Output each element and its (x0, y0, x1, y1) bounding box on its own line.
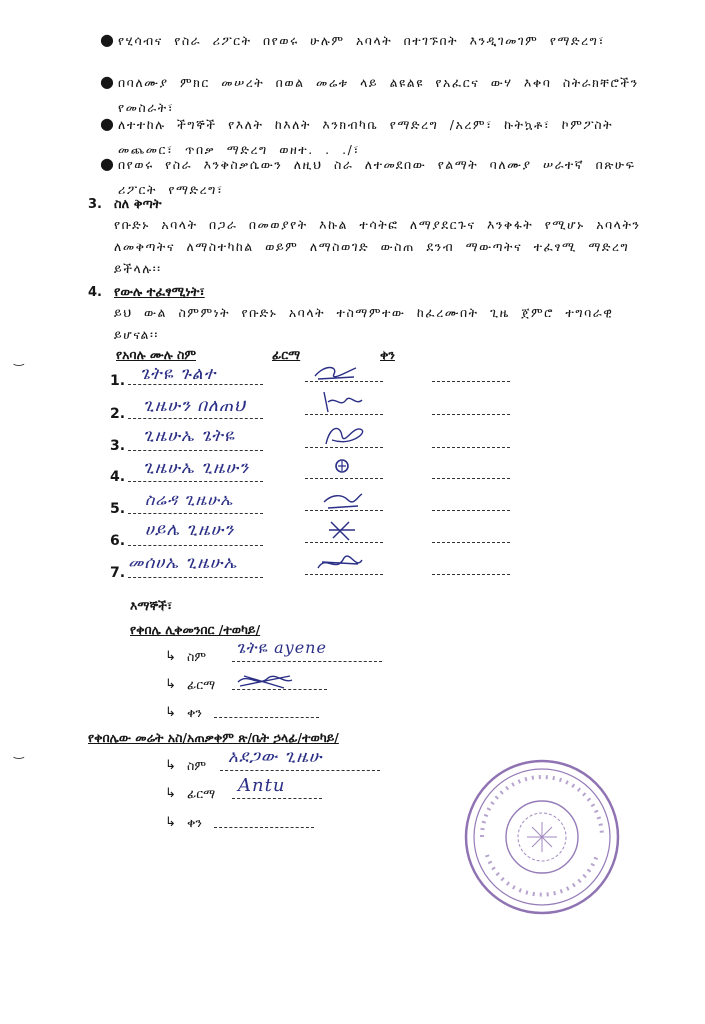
name-line (128, 513, 263, 514)
date-line (432, 542, 510, 543)
signature-scribble (314, 548, 364, 576)
row-number: 6. (110, 533, 126, 549)
column-header-name: የአባሉ ሙሉ ስም (116, 347, 196, 362)
row-number: 4. (110, 469, 126, 485)
name-line (220, 770, 380, 771)
name-line (232, 661, 382, 662)
signature-label: ፊርማ (187, 677, 216, 692)
down-arrow-icon: ↳ (165, 705, 176, 720)
handwritten-name: ጌትዬ ayene (236, 638, 327, 657)
handwritten-name: ሀይሌ ጊዜሁን (145, 520, 235, 540)
handwritten-name: መሰሀኤ ጊዜሁኤ (128, 553, 238, 573)
row-number: 1. (110, 373, 126, 389)
section-3-text: የቡድኑ አባላት በጋራ በመወያየት እኩል ተሳትፎ ለማያደርጉና እንቅፋት የሚሆኑ አባላትን ለመቅጣትና ለማስተካከል ወይም ለማስወገድ ውስጠ ደንብ ማውጣትና ተፈፃሚ ማድረግ ይችላሉ፡፡ (114, 217, 641, 276)
handwritten-name: አደጋው ጊዜሁ (228, 747, 323, 767)
name-line (128, 384, 263, 385)
name-line (128, 481, 263, 482)
signature-line (232, 798, 322, 799)
signature-scribble (330, 455, 354, 477)
date-line (432, 381, 510, 382)
handwritten-name: ጊዜሁን በለጠህ (143, 396, 246, 416)
section-4-text: ይህ ውል ስምምነት የቡድኑ አባላት ተስማምተው ከፈረሙበት ጊዜ ጀምሮ ተግባራዊ ይሆናል፡፡ (114, 305, 614, 342)
official-stamp (457, 755, 627, 920)
land-office-title: የቀበሌው መሬት አስ/አጠቃቀም ጽ/ቤት ኃላፊ/ተወካይ/ (88, 730, 339, 745)
down-arrow-icon: ↳ (165, 677, 176, 692)
section-3-number: 3. (88, 197, 102, 212)
signature-line (305, 478, 383, 479)
signature-scribble (325, 516, 359, 544)
date-label: ቀን (187, 705, 202, 720)
date-label: ቀን (187, 815, 202, 830)
bullet-dot: ● (100, 154, 114, 173)
down-arrow-icon: ↳ (165, 758, 176, 773)
kebele-chair-title: የቀበሌ ሊቀመንበር /ተወካይ/ (130, 622, 261, 637)
bullet-item (100, 28, 640, 53)
row-number: 7. (110, 565, 126, 581)
handwritten-name: ጊዜሁኤ ጌትዬ (143, 426, 236, 446)
handwritten-name: ስሬዳ ጊዜሁኤ (145, 490, 234, 509)
section-3-heading: ስለ ቅጣት (114, 197, 162, 212)
scan-mark: ‿ (14, 352, 24, 366)
down-arrow-icon: ↳ (165, 815, 176, 830)
handwritten-name: ጊዜሁኤ ጊዜሁን (143, 458, 250, 478)
row-number: 3. (110, 438, 126, 454)
bullet-item (100, 152, 640, 202)
name-line (128, 450, 263, 451)
name-line (128, 418, 263, 419)
row-number: 5. (110, 501, 126, 517)
bullet-text: በባለሙያ ምክር መሠረት በወል መሬቱ ላይ ልዩልዩ የአፈርና ውሃ እቀባ ስትራክቸሮችን የመስራት፣ (118, 75, 639, 115)
bullet-dot: ● (100, 72, 114, 91)
name-line (128, 545, 263, 546)
witnesses-title: እማኞች፣ (130, 598, 173, 613)
date-line (432, 478, 510, 479)
signature-scribble (310, 360, 360, 385)
date-line (432, 447, 510, 448)
date-line (432, 510, 510, 511)
handwritten-name: ጌትዬ ጉልተ (140, 364, 217, 384)
down-arrow-icon: ↳ (165, 649, 176, 664)
handwritten-signature: Antu (238, 775, 286, 796)
signature-scribble (318, 488, 364, 514)
date-line (214, 717, 319, 718)
signature-scribble (234, 668, 296, 692)
section-4-heading: የውሉ ተፈፃሚነት፣ (114, 285, 205, 300)
signature-scribble (320, 420, 366, 450)
bullet-text: ለተተከሉ ችግኞች የእለት ከእለት እንክብካቤ የማድረግ /አረም፣ ኩትኳቶ፣ ኮምፖስት መጨመር፣ ጥበቃ ማድረግ ወዘተ. . ./፣ (118, 117, 614, 157)
column-header-signature: ፊርማ (272, 347, 301, 362)
date-line (214, 827, 314, 828)
down-arrow-icon: ↳ (165, 786, 176, 801)
signature-label: ፊርማ (187, 786, 216, 801)
name-line (128, 577, 263, 578)
bullet-text: በየወሩ የስራ እንቅስቃሴውን ለዚህ ስራ ለተመደበው የልማት ባለሙያ ሠራተኛ በጽሁፍ ሪፖርት የማድረግ፣ (118, 157, 636, 197)
signature-scribble (318, 388, 364, 416)
name-label: ስም (187, 649, 207, 664)
bullet-dot: ● (100, 114, 114, 133)
date-line (432, 414, 510, 415)
name-label: ስም (187, 758, 207, 773)
bullet-text: የሂሳብና የስራ ሪፖርት በየወሩ ሁሉም አባላት በተገኙበት እንዲገመገም የማድረግ፣ (118, 33, 605, 48)
scan-mark: ‿ (14, 745, 24, 759)
date-line (432, 574, 510, 575)
bullet-dot: ● (100, 30, 114, 49)
row-number: 2. (110, 406, 126, 422)
column-header-date: ቀን (380, 347, 395, 362)
section-4-number: 4. (88, 285, 102, 300)
